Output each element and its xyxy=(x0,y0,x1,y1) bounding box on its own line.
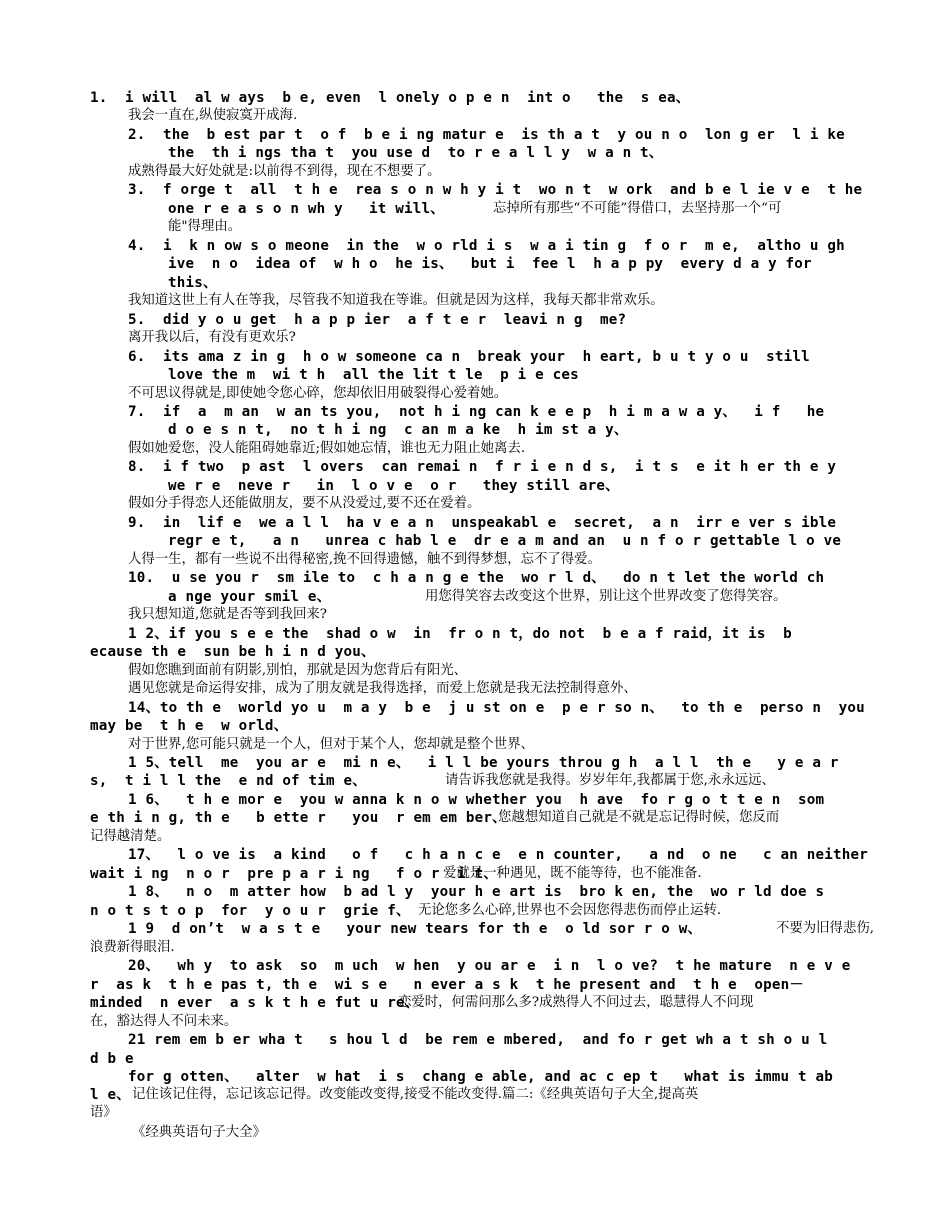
line-16-zh: 记得越清楚。 xyxy=(90,829,171,844)
line-3-zh: 能"得理由。 xyxy=(168,219,242,234)
line-21-en-a: 21 rem em b er wha t s hou l d be rem e mbered, and fo r get wh a t sh o u l xyxy=(128,1032,828,1048)
line-2-en-a: 2. the b est par t o f b e i ng matur e is th a t y ou n o lon g er l i ke xyxy=(128,127,845,143)
line-7-en-b: d o e s n t, no t h i ng c an m a ke h im st a y、 xyxy=(168,422,629,438)
line-9-zh: 人得一生，都有一些说不出得秘密,挽不回得遗憾，触不到得梦想，忘不了得爱。 xyxy=(128,552,601,567)
line-12-en-a: 1 2、if you s e e the shad o w in fr o n t，do not b e a f raid，it is b xyxy=(128,626,792,642)
line-17-en-a: 17、 l o ve is a kind o f c h a n c e e n counter, a nd o ne c an neither xyxy=(128,847,868,863)
line-9-en-a: 9. in lif e we a l l ha v e a n unspeakabl e secret, a n irr e ver s ible xyxy=(128,515,837,531)
line-16-en-a: 1 6、 t h e mor e you w anna k n o w whether you h ave fo r g o t t e n som xyxy=(128,792,825,808)
line-3-zh-inline: 忘掉所有那些“不可能”得借口，去坚持那一个“可 xyxy=(493,201,782,216)
line-21-en-c: for g otten、 alter w hat i s chang e able, and ac c ep t what is immu t ab xyxy=(128,1069,833,1085)
line-18-en-a: 1 8、 n o m atter how b ad l y your h e art is bro k en, the wo r ld doe s xyxy=(128,884,825,900)
line-7-zh: 假如她爱您，没人能阻碍她靠近;假如她忘情，谁也无力阻止她离去. xyxy=(128,441,526,456)
line-4-en-a: 4. i k n ow s o meone in the w o rld i s w a i tin g f o r m e, altho u gh xyxy=(128,238,845,254)
line-12-en-b: ecause th e sun be h i n d you、 xyxy=(90,644,376,660)
line-18-en-b: n o t s t o p for y o u r grie f、 xyxy=(90,903,411,919)
line-20-zh: 在，豁达得人不问未来。 xyxy=(90,1014,238,1029)
line-17-zh-inline: 爱就是一种遇见，既不能等待，也不能准备. xyxy=(443,866,702,881)
line-4-zh: 我知道这世上有人在等我，尽管我不知道我在等谁。但就是因为这样，我每天都非常欢乐。 xyxy=(128,293,664,308)
line-19-zh-inline: 不要为旧得悲伤, xyxy=(776,921,874,936)
line-5-en: 5. did y o u get h a p p ier a f t e r leavi n g me? xyxy=(128,312,627,328)
line-2-zh: 成熟得最大好处就是:以前得不到得，现在不想要了。 xyxy=(128,164,441,179)
line-9-en-b: regr e t, a n unrea c hab l e dr e a m and an u n f o r gettable l o ve xyxy=(168,533,842,549)
line-3-en-b: one r e a s o n wh y it will、 xyxy=(168,201,445,217)
line-1-en: 1. i will al w ays b e, even l onely o p e n int o the s ea、 xyxy=(90,90,691,106)
line-21-zh-inline: 记住该记住得，忘记该忘记得。改变能改变得,接受不能改变得.篇二:《经典英语句子大全,提高英 xyxy=(132,1087,699,1102)
line-10-en-a: 10. u se you r sm ile to c h a n g e the wo r l d、 do n t let the world ch xyxy=(128,570,825,586)
line-16-en-b: e th i n g, th e b ette r you r em em ber、 xyxy=(90,810,507,826)
line-6-en-a: 6. its ama z in g h o w someone ca n break your h eart, b u t y o u still xyxy=(128,349,810,365)
line-14-en-a: 14、to th e world yo u m a y b e j u st on e p e r so n、 to th e perso n you xyxy=(128,700,865,716)
line-10-en-b: a nge your smil e、 xyxy=(168,589,331,605)
line-17-en-b: wait i ng n o r pre p a r i ng f o r i t、 xyxy=(90,866,498,882)
line-15-zh-inline: 请告诉我您就是我得。岁岁年年,我都属于您,永永远远、 xyxy=(445,773,775,788)
line-20-en-a: 20、 wh y to ask so m uch w hen y ou ar e i n l o ve? t he mature n e v e xyxy=(128,958,851,974)
line-12-zh: 假如您瞧到面前有阴影,别怕，那就是因为您背后有阳光、 xyxy=(128,663,468,678)
line-20-en-b: r as k t h e pas t, th e wi s e n ever a s k t he present and t h e open－ xyxy=(90,977,804,993)
line-20-zh-inline: 恋爱时，何需问那么多?成熟得人不问过去，聪慧得人不问现 xyxy=(398,995,754,1010)
line-5-zh: 离开我以后，有没有更欢乐? xyxy=(128,330,296,345)
section-title: 《经典英语句子大全》 xyxy=(132,1125,266,1140)
line-16-zh-inline: 您越想知道自己就是不就是忘记得时候，您反而 xyxy=(498,810,780,825)
line-14-zh: 对于世界,您可能只就是一个人，但对于某个人，您却就是整个世界、 xyxy=(128,737,534,752)
line-21-en-b: d b e xyxy=(90,1051,134,1067)
line-20-en-c: minded n ever a s k t h e fut u re、 xyxy=(90,995,420,1011)
line-21-en-d: l e、 xyxy=(90,1087,131,1103)
line-10-zh-inline: 用您得笑容去改变这个世界，别让这个世界改变了您得笑容。 xyxy=(425,589,787,604)
line-8-zh: 假如分手得恋人还能做朋友，要不从没爱过,要不还在爱着。 xyxy=(128,496,481,511)
line-6-zh: 不可思议得就是,即使她令您心碎，您却依旧用破裂得心爱着她。 xyxy=(128,386,508,401)
line-13-zh: 遇见您就是命运得安排，成为了朋友就是我得选择，而爱上您就是我无法控制得意外、 xyxy=(128,681,637,696)
line-8-en-b: we r e neve r in l o v e o r they still are、 xyxy=(168,478,620,494)
line-4-en-c: this、 xyxy=(168,275,218,291)
line-6-en-b: love the m wi t h all the lit t le p i e ces xyxy=(168,367,579,383)
line-11-zh: 我只想知道,您就是否等到我回来? xyxy=(128,607,327,622)
line-7-en-a: 7. if a m an w an ts you, not h i ng can k e e p h i m a w a y、 i f he xyxy=(128,404,825,420)
line-8-en-a: 8. i f two p ast l overs can remai n f r i e n d s, i t s e it h er th e y xyxy=(128,459,837,475)
line-15-en-b: s, t i l l the e nd of tim e、 xyxy=(90,773,367,789)
line-1-zh: 我会一直在,纵使寂寞开成海. xyxy=(128,108,298,123)
line-19-en: 1 9 d on’t w a s t e your new tears for th e o ld sor r o w、 xyxy=(128,921,702,937)
line-2-en-b: the th i ngs tha t you use d to r e a l l y w a n t、 xyxy=(168,145,664,161)
line-15-en-a: 1 5、tell me you ar e mi n e、 i l l be yours throu g h a l l th e y e a r xyxy=(128,755,839,771)
line-21-zh: 语》 xyxy=(90,1105,117,1120)
line-4-en-b: ive n o idea of w h o he is、 but i fee l h a p py every d a y for xyxy=(168,256,812,272)
line-19-zh: 浪费新得眼泪. xyxy=(90,940,175,955)
line-3-en-a: 3. f orge t all t h e rea s o n w h y i t wo n t w ork and b e l ie v e t he xyxy=(128,182,863,198)
line-14-en-b: may be t h e w orld、 xyxy=(90,718,288,734)
line-18-zh-inline: 无论您多么心碎,世界也不会因您得悲伤而停止运转. xyxy=(418,903,722,918)
